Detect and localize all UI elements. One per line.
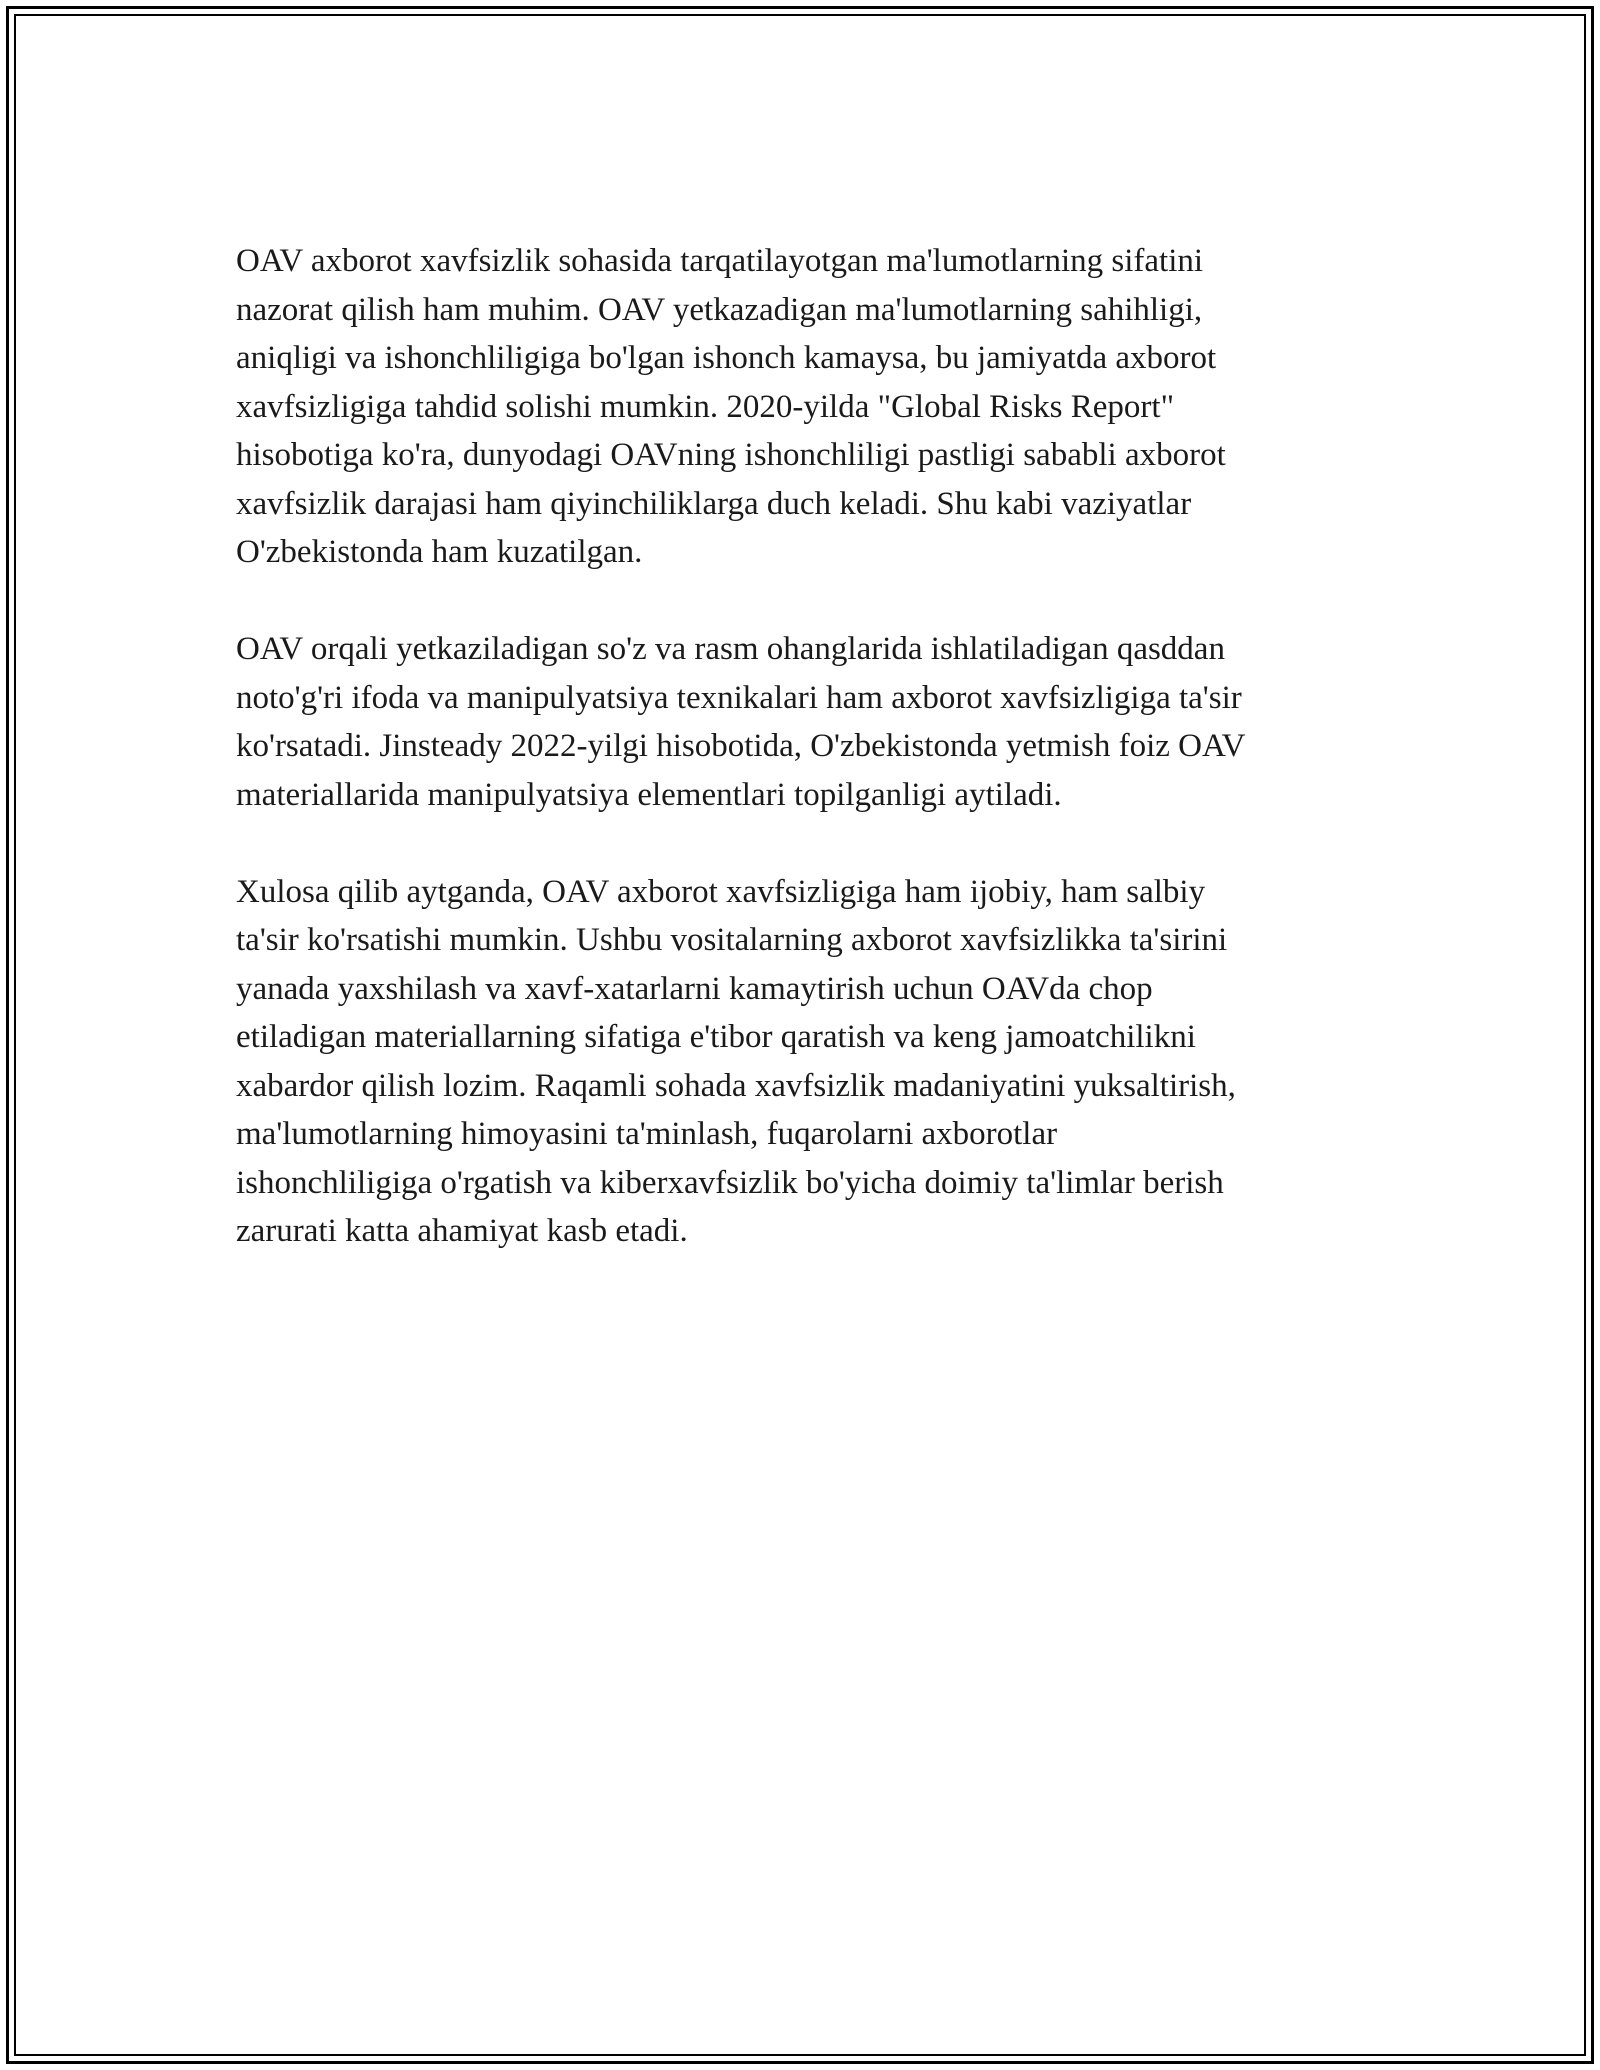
paragraph-manipulation-techniques: OAV orqali yetkaziladigan so'z va rasm ohanglarida ishlatiladigan qasddan noto'g'ri ifoda va manipulyatsiya texnikalari ham axborot xavfsizligiga ta'sir ko'rsatadi. Jinsteady 2022-yilgi hisobotida, O'zbekistonda yetmish foiz OAV materiallarida manipulyatsiya elementlari topilganligi aytiladi. <box>236 631 1246 813</box>
paragraph-conclusion: Xulosa qilib aytganda, OAV axborot xavfsizligiga ham ijobiy, ham salbiy ta'sir ko'rsatishi mumkin. Ushbu vositalarning axborot xavfsizlikka ta'sirini yanada yaxshilash va xavf-xatarlarni kamaytirish uchun OAVda chop etiladigan materiallarning sifatiga e'tibor qaratish va keng jamoatchilikni xabardor qilish lozim. Raqamli sohada xavfsizlik madaniyatini yuksaltirish, ma'lumotlarning himoyasini ta'minlash, fuqarolarni axborotlar ishonchliligiga o'rgatish va kiberxavfsizlik bo'yicha doimiy ta'limlar berish zarurati katta ahamiyat kasb etadi. <box>236 873 1236 1249</box>
paragraph-media-info-quality: OAV axborot xavfsizlik sohasida tarqatilayotgan ma'lumotlarning sifatini nazorat qilish ham muhim. OAV yetkazadigan ma'lumotlarning sahihligi, aniqligi va ishonchliligiga bo'lgan ishonch kamaysa, bu jamiyatda axborot xavfsizligiga tahdid solishi mumkin. 2020-yilda "Global Risks Report" hisobotiga ko'ra, dunyodagi OAVning ishonchliligi pastligi sababli axborot xavfsizlik darajasi ham qiyinchiliklarga duch keladi. Shu kabi vaziyatlar O'zbekistonda ham kuzatilgan. <box>236 243 1226 570</box>
document-body <box>236 237 1386 1304</box>
